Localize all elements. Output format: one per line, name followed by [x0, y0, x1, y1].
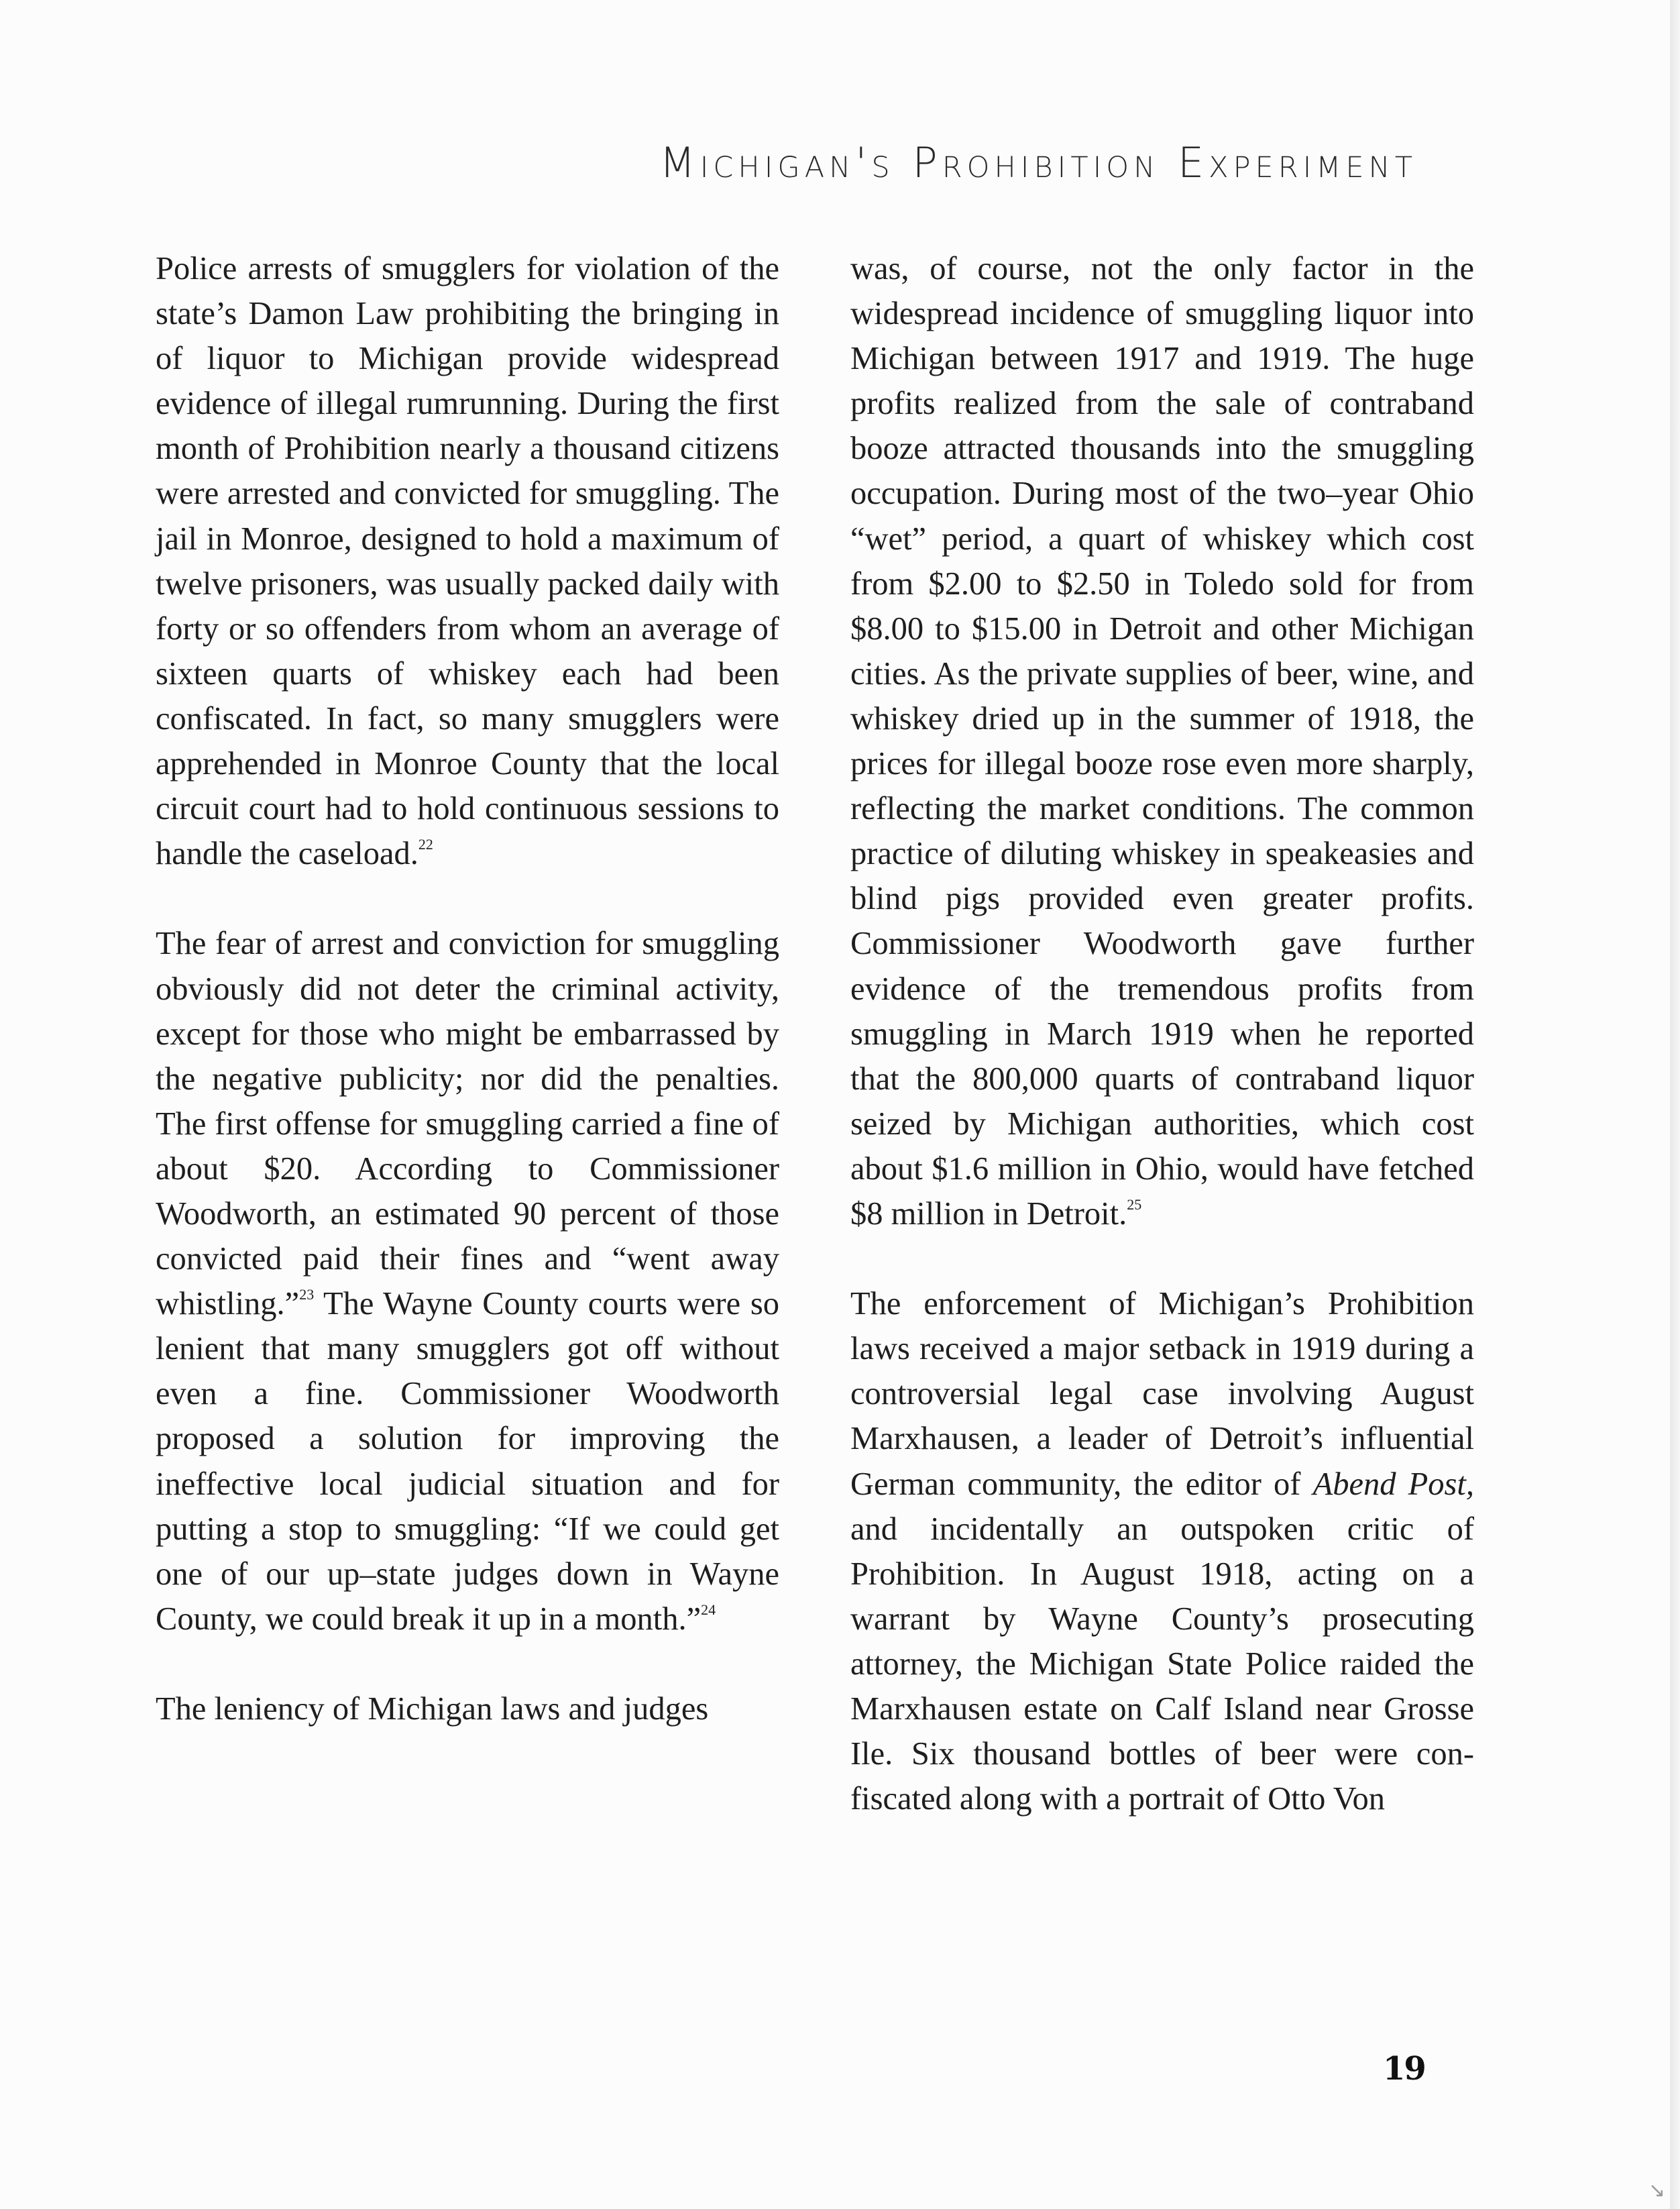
- paragraph: [156, 921, 779, 1641]
- publication-title: Abend Post,: [1312, 1466, 1474, 1502]
- paragraph: [156, 1686, 779, 1731]
- left-column: [156, 246, 779, 1731]
- paragraph-text: Police arrests of smugglers for violation of the state’s Damon Law prohibiting the bringing in of liquor to Michigan provide widespread evidence of illegal rumrunning. During the first month of Prohibition nearly a thousand citizens were arrested and convicted for smuggling. The jail in Monroe, designed to hold a maximum of twelve prisoners, was usually packed daily with forty or so offenders from whom an average of sixteen quarts of whiskey each had been confiscated. In fact, so many smugglers were apprehended in Monroe County that the local circuit court had to hold continuous sessions to handle the caseload.: [156, 251, 779, 872]
- page-curl-icon: ↘: [1648, 2179, 1666, 2202]
- paragraph: [156, 246, 779, 876]
- page-number: 19: [1383, 2050, 1425, 2088]
- footnote-ref: 22: [418, 836, 433, 853]
- paragraph-text: was, of course, not the only factor in the widespread incidence of smuggling liquor into Michigan between 1917 and 1919. The huge profits realized from the sale of contraband booze attracted thousands into the smuggling occupation. During most of the two–year Ohio “wet” period, a quart of whiskey which cost from $2.00 to $2.50 in Toledo sold for from $8.00 to $15.00 in Detroit and other Michigan cities. As the private supplies of beer, wine, and whiskey dried up in the summer of 1918, the prices for illegal booze rose even more sharply, reflecting the market conditions. The common practice of diluting whiskey in speakeasies and blind pigs provided even greater profits. Commissioner Woodworth gave further evidence of the tremendous profits from smuggling in March 1919 when he reported that the 800,000 quarts of contraband liquor seized by Michigan authorities, which cost about $1.6 million in Ohio, would have fetched $8 million in Detroit.: [850, 251, 1474, 1232]
- paragraph-text: and incidentally an outspoken critic of Prohibition. In August 1918, acting on a warrant by Wayne County’s prosecuting attorney, the Michigan State Police raided the Marxhausen estate on Calf Island near Grosse Ile. Six thousand bottles of beer were confiscated along with a portrait of Otto Von: [850, 1511, 1474, 1817]
- footnote-ref: 24: [701, 1601, 716, 1618]
- right-column: [850, 246, 1474, 1821]
- paragraph: [850, 1281, 1474, 1821]
- footnote-ref: 25: [1127, 1195, 1142, 1213]
- paragraph: [850, 246, 1474, 1236]
- paragraph-text: The leniency of Michigan laws and judges: [156, 1691, 709, 1727]
- paragraph-text: The Wayne County courts were so lenient that many smugglers got off without even a fine. Commissioner Woodworth proposed a solution for improving the ineffective local judicial situation and for putting a stop to smuggling: “If we could get one of our up–state judges down in Wayne County, we could break it up in a month.”: [156, 1286, 779, 1637]
- paragraph-text: The enforcement of Michigan’s Prohibition laws received a major setback in 1919 during a controversial legal case involving August Marxhausen, a leader of Detroit’s influential German community, the editor of: [850, 1286, 1474, 1502]
- paragraph-text: The fear of arrest and conviction for smuggling obviously did not deter the criminal activity, except for those who might be embarrassed by the negative publicity; nor did the penalties. The first offense for smuggling carried a fine of about $20. According to Commissioner Woodworth, an estimated 90 percent of those convicted paid their fines and “went away whistling.”: [156, 926, 779, 1322]
- footnote-ref: 23: [299, 1286, 315, 1303]
- running-header: Michigan's Prohibition Experiment: [659, 138, 1417, 187]
- page-edge: [1670, 0, 1680, 2209]
